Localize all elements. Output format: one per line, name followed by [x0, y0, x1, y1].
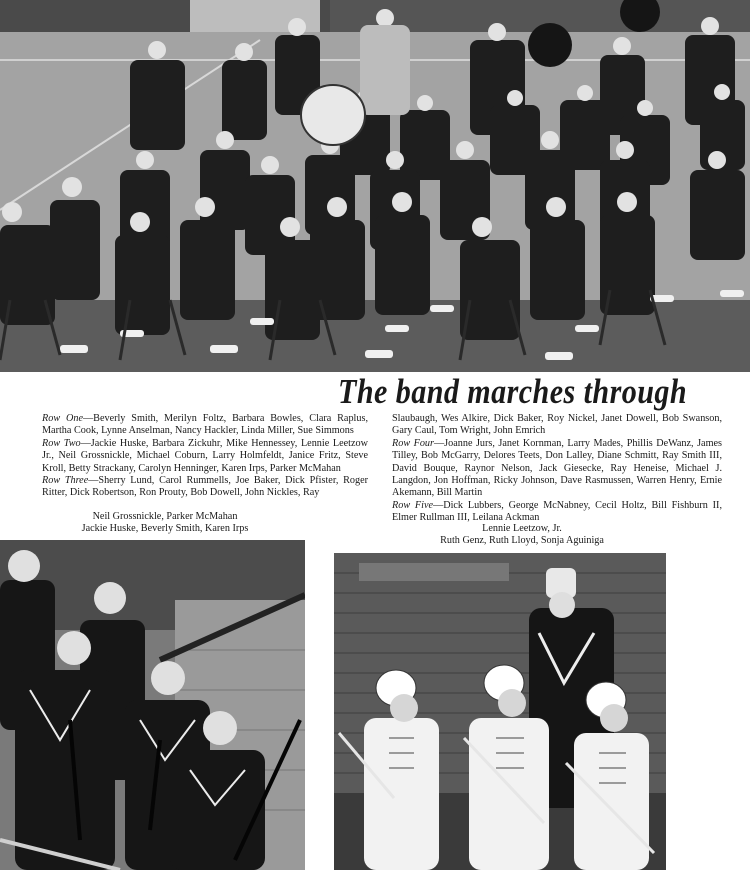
row-label: Row Five — [392, 499, 434, 511]
band-photo-image — [0, 0, 750, 372]
roster-row-one: Row One—Beverly Smith, Merilyn Foltz, Barbara Bowles, Clara Raplus, Martha Cook, Lynne Anselman, Nancy Hackler, Linda Miller, Sue Simmons — [42, 413, 368, 437]
clarinet-players-photo — [0, 540, 305, 870]
row-names: Beverly Smith, Merilyn Foltz, Barbara Bowles, Clara Raplus, Martha Cook, Lynne Anselman, Nancy Hackler, Linda Miller, Sue Simmons — [42, 413, 368, 437]
caption-line: Neil Grossnickle, Parker McMahan — [92, 511, 238, 522]
caption-line: Jackie Huske, Beverly Smith, Karen Irps — [81, 523, 249, 535]
roster-row-four: Row Four—Joanne Jurs, Janet Kornman, Larry Mades, Phillis DeWanz, James Tilley, Bob McGarry, Delores Teets, Don Lalley, Diane Schmitt, Ray Smith III, David Bouque, Raynor Nelson, Jack Giesecke, Ray Heneise, Michael J. Langdon, Jon Hoffman, Ricky Johnson, Dave Rasmussen, Warren Henry, Ernie Akemann, Bill Martin — [392, 437, 722, 499]
row-names: Dick Lubbers, George McNabney, Cecil Holtz, Bill Fishburn II, Elmer Rullman III, Leilana Ackman — [392, 499, 722, 524]
row-label: Row Two — [42, 437, 81, 449]
caption-line: Ruth Genz, Ruth Lloyd, Sonja Aguiniga — [440, 535, 604, 547]
roster-row-three: Row Three—Sherry Lund, Carol Rummells, Joe Baker, Dick Pfister, Roger Ritter, Dick Robertson, Ron Prouty, Bob Dowell, John Nickles, Ray — [42, 475, 368, 499]
row-names: Joanne Jurs, Janet Kornman, Larry Mades, Phillis DeWanz, James Tilley, Bob McGarry, Delores Teets, Don Lalley, Diane Schmitt, Ray Smith III, David Bouque, Raynor Nelson, Jack Giesecke, Ray Heneise, Michael J. Langdon, Jon Hoffman, Ricky Johnson, Dave Rasmussen, Warren Henry, Ernie Akemann, Bill Martin — [392, 437, 722, 499]
roster-row-three-continued — [392, 413, 722, 438]
majorettes-photo — [334, 553, 666, 870]
majorettes-photo-image — [334, 553, 666, 870]
roster-caption-left — [42, 413, 368, 500]
caption-line: Lennie Leetzow, Jr. — [482, 523, 562, 534]
clarinet-photo-image — [0, 540, 305, 870]
roster-row-five: Row Five—Dick Lubbers, George McNabney, Cecil Holtz, Bill Fishburn II, Elmer Rullman III, Leilana Ackman — [392, 499, 722, 524]
row-names: Sherry Lund, Carol Rummells, Joe Baker, Dick Pfister, Roger Ritter, Dick Robertson, Ron Prouty, Bob Dowell, John Nickles, Ray — [42, 475, 368, 499]
band-group-photo — [0, 0, 750, 372]
majorette-photo-caption — [372, 523, 672, 547]
clarinet-photo-caption — [30, 511, 300, 535]
row-label: Row Three — [42, 475, 89, 487]
row-names: Slaubaugh, Wes Alkire, Dick Baker, Roy Nickel, Janet Dowell, Bob Swanson, Gary Caul, Tom Wright, John Emrich — [392, 413, 722, 437]
roster-row-two: Row Two—Jackie Huske, Barbara Zickuhr, Mike Hennessey, Lennie Leetzow Jr., Neil Grossnickle, Michael Coburn, Larry Holmfeldt, Janice Fritz, Steve Kroll, Betty Strackany, Carolyn Henninger, Karen Irps, Parker McMahan — [42, 437, 368, 474]
row-names: Jackie Huske, Barbara Zickuhr, Mike Hennessey, Lennie Leetzow Jr., Neil Grossnickle, Michael Coburn, Larry Holmfeldt, Janice Fritz, Steve Kroll, Betty Strackany, Carolyn Henninger, Karen Irps, Parker McMahan — [42, 437, 368, 474]
row-label: Row Four — [392, 437, 434, 449]
row-label: Row One — [42, 413, 83, 424]
page-title: The band marches through — [338, 372, 688, 411]
roster-caption-right — [392, 413, 722, 525]
